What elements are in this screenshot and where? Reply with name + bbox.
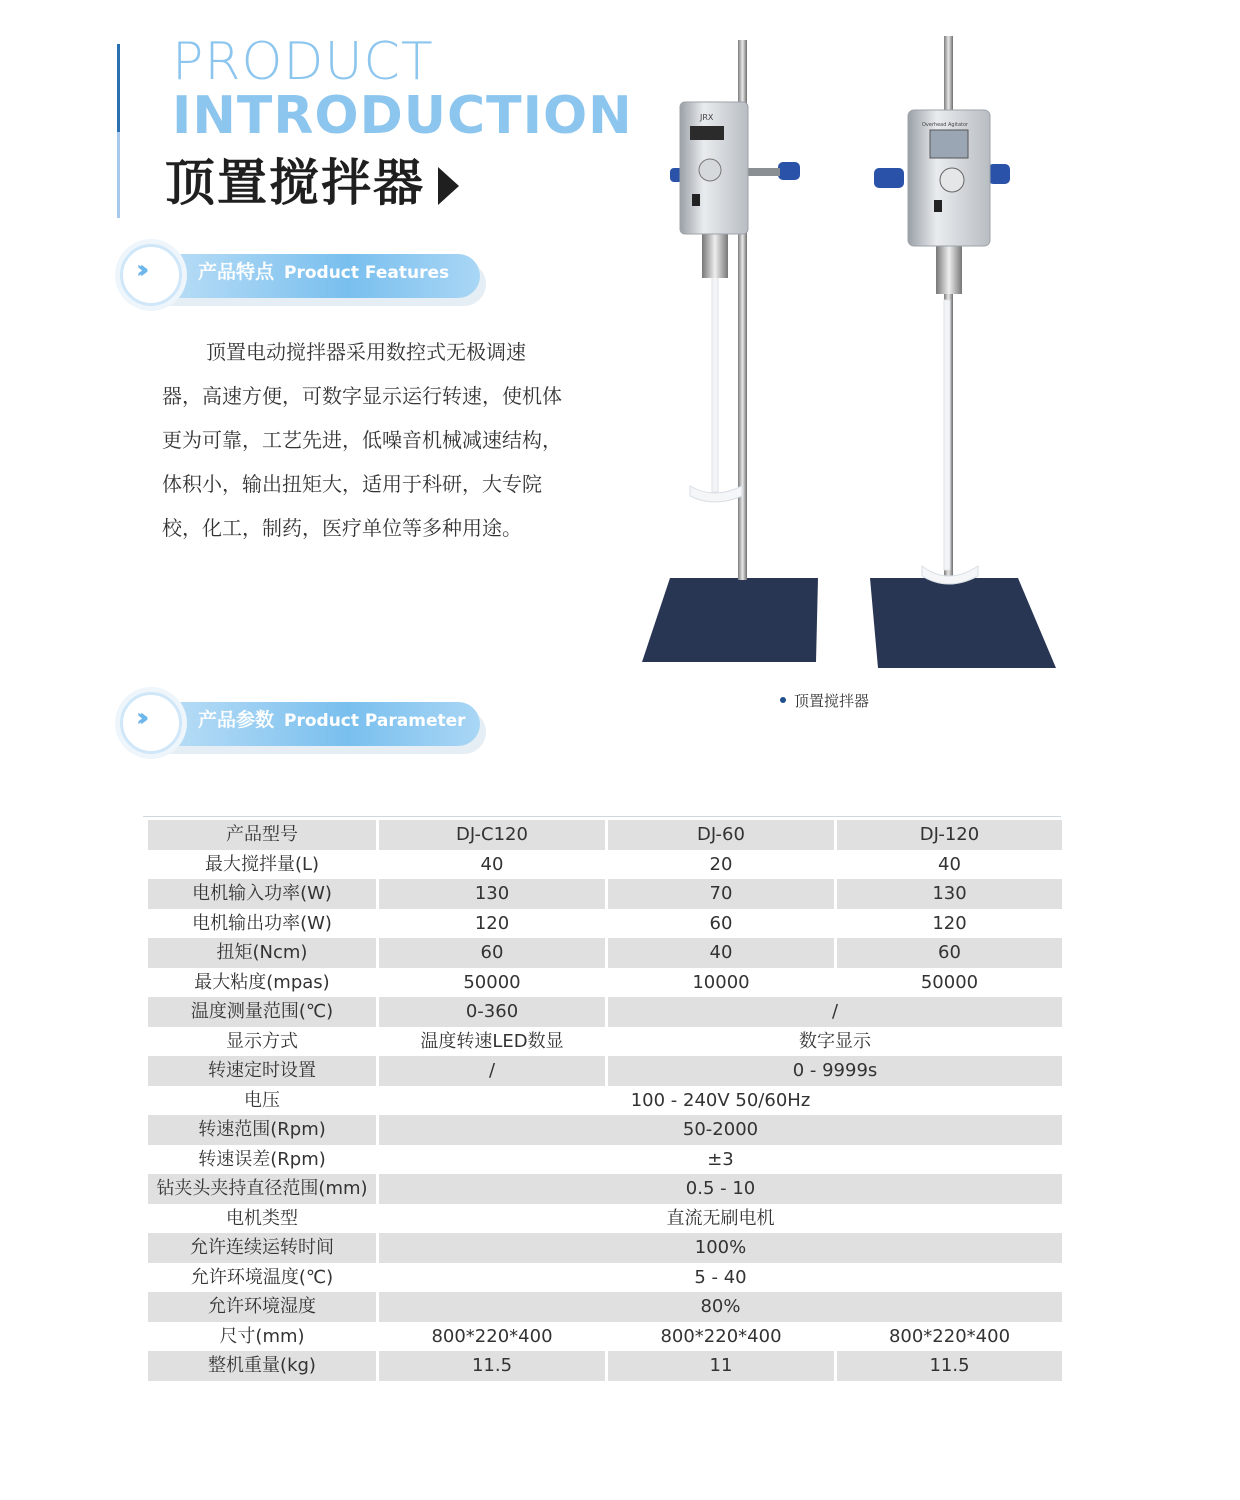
- table-cell: 70: [605, 879, 834, 909]
- table-cell: 80%: [376, 1292, 1062, 1322]
- table-row-label: 允许连续运转时间: [148, 1233, 376, 1263]
- section-label-cn: 产品参数: [198, 709, 275, 731]
- caption-text: 顶置搅拌器: [794, 692, 870, 710]
- speed-dial-left: [699, 159, 721, 181]
- table-cell: 温度转速LED数显: [376, 1027, 605, 1057]
- table-cell: 11.5: [376, 1351, 605, 1381]
- table-row: [148, 909, 1062, 939]
- bullet-dot-icon: [780, 697, 786, 703]
- table-cell: 800*220*400: [376, 1322, 605, 1352]
- brand-label-left: JRX: [700, 113, 714, 122]
- table-cell: /: [376, 1056, 605, 1086]
- stirrer-right: [870, 36, 1056, 668]
- pill-circle: [120, 244, 182, 306]
- table-cell: 50000: [834, 968, 1062, 998]
- table-row: [148, 1145, 1062, 1175]
- table-row-label: 转速范围(Rpm): [148, 1115, 376, 1145]
- table-row: [148, 1027, 1062, 1057]
- table-row-label: 最大搅拌量(L): [148, 850, 376, 880]
- table-cell: 130: [376, 879, 605, 909]
- stir-shaft-right: [944, 300, 950, 570]
- table-row: [148, 1115, 1062, 1145]
- pill-circle: [120, 692, 182, 754]
- table-row: [148, 1056, 1062, 1086]
- table-header-model: DJ-120: [834, 820, 1062, 850]
- table-cell: 60: [376, 938, 605, 968]
- product-photo: [630, 30, 1070, 680]
- power-switch-left: [692, 194, 700, 206]
- parameter-table: [148, 820, 1062, 1381]
- section-label-cn: 产品特点: [198, 261, 275, 283]
- base-plate-left: [642, 578, 818, 662]
- table-header-model: DJ-C120: [376, 820, 605, 850]
- section-label-en: Product Features: [284, 263, 450, 283]
- table-row-label: 显示方式: [148, 1027, 376, 1057]
- knob-left-b: [778, 162, 800, 180]
- table-cell: 10000: [605, 968, 834, 998]
- table-cell: 100 - 240V 50/60Hz: [376, 1086, 1062, 1116]
- section-label-en: Product Parameter: [284, 711, 466, 731]
- display-left: [690, 126, 724, 140]
- table-header-row: [148, 820, 1062, 850]
- table-header-label: 产品型号: [148, 820, 376, 850]
- table-row-label: 电机输出功率(W): [148, 909, 376, 939]
- table-row-label: 允许环境湿度: [148, 1292, 376, 1322]
- title-en-line2: INTRODUCTION: [172, 86, 633, 146]
- table-row-label: 温度测量范围(℃): [148, 997, 376, 1027]
- display-right: [930, 130, 968, 158]
- table-cell: 60: [605, 909, 834, 939]
- table-row-label: 钻夹头夹持直径范围(mm): [148, 1174, 376, 1204]
- table-row: [148, 1322, 1062, 1352]
- table-row-label: 整机重量(kg): [148, 1351, 376, 1381]
- table-row-label: 电机输入功率(W): [148, 879, 376, 909]
- title-en-line1: PRODUCT: [172, 32, 434, 92]
- speed-dial-right: [940, 168, 964, 192]
- table-cell: 50-2000: [376, 1115, 1062, 1145]
- table-cell: 60: [834, 938, 1062, 968]
- section-label: [198, 711, 466, 730]
- table-cell: 20: [605, 850, 834, 880]
- table-row: [148, 1233, 1062, 1263]
- section-header-parameters: [120, 698, 486, 754]
- table-row-label: 电机类型: [148, 1204, 376, 1234]
- table-cell: 40: [834, 850, 1062, 880]
- chuck-left: [702, 230, 728, 278]
- table-cell: 800*220*400: [605, 1322, 834, 1352]
- table-cell: 数字显示: [605, 1027, 1062, 1057]
- table-row-label: 扭矩(Ncm): [148, 938, 376, 968]
- clamp-left: [748, 168, 780, 176]
- table-cell: 0.5 - 10: [376, 1174, 1062, 1204]
- section-label: [198, 263, 449, 282]
- table-row: [148, 1204, 1062, 1234]
- table-row: [148, 1086, 1062, 1116]
- double-chevron-right-icon: ››: [136, 255, 142, 285]
- table-row: [148, 850, 1062, 880]
- table-cell: ±3: [376, 1145, 1062, 1175]
- table-row: [148, 1263, 1062, 1293]
- table-row: [148, 997, 1062, 1027]
- stirrer-left: [642, 40, 818, 662]
- parameter-table-body: [148, 820, 1062, 1381]
- table-cell: 100%: [376, 1233, 1062, 1263]
- table-row-label: 尺寸(mm): [148, 1322, 376, 1352]
- table-row: [148, 1174, 1062, 1204]
- table-cell: 5 - 40: [376, 1263, 1062, 1293]
- section-header-features: [120, 250, 486, 306]
- table-cell: /: [605, 997, 1062, 1027]
- table-row: [148, 879, 1062, 909]
- table-row-label: 转速定时设置: [148, 1056, 376, 1086]
- product-description: [162, 330, 562, 550]
- chuck-right: [936, 246, 962, 294]
- table-cell: 直流无刷电机: [376, 1204, 1062, 1234]
- title-triangle-icon: [438, 167, 459, 205]
- knob-right-a: [874, 168, 904, 188]
- table-cell: 0-360: [376, 997, 605, 1027]
- table-cell: 120: [376, 909, 605, 939]
- table-cell: 120: [834, 909, 1062, 939]
- table-row-label: 电压: [148, 1086, 376, 1116]
- table-row: [148, 1292, 1062, 1322]
- table-row: [148, 1351, 1062, 1381]
- table-cell: 40: [376, 850, 605, 880]
- table-cell: 11.5: [834, 1351, 1062, 1381]
- device-label-right: Overhead Agitator: [922, 122, 969, 128]
- table-cell: 130: [834, 879, 1062, 909]
- table-cell: 11: [605, 1351, 834, 1381]
- knob-right-b: [988, 164, 1010, 184]
- table-row: [148, 938, 1062, 968]
- table-top-line: [143, 816, 1061, 817]
- double-chevron-right-icon: ››: [136, 703, 142, 733]
- power-switch-right: [934, 200, 942, 212]
- table-cell: 0 - 9999s: [605, 1056, 1062, 1086]
- stir-shaft-left: [712, 272, 718, 492]
- table-row-label: 允许环境温度(℃): [148, 1263, 376, 1293]
- table-row-label: 最大粘度(mpas): [148, 968, 376, 998]
- table-header-model: DJ-60: [605, 820, 834, 850]
- table-row: [148, 968, 1062, 998]
- table-cell: 50000: [376, 968, 605, 998]
- image-caption: [780, 690, 869, 711]
- page-title: 顶置搅拌器: [165, 154, 425, 212]
- table-cell: 40: [605, 938, 834, 968]
- base-plate-right: [870, 578, 1056, 668]
- table-row-label: 转速误差(Rpm): [148, 1145, 376, 1175]
- title-accent-line-light: [117, 132, 120, 218]
- description-text: 顶置电动搅拌器采用数控式无极调速器，高速方便，可数字显示运行转速，使机体更为可靠，工艺先进，低噪音机械减速结构，体积小，输出扭矩大，适用于科研，大专院校，化工，制药，医疗单位等多种用途。: [162, 340, 562, 540]
- table-cell: 800*220*400: [834, 1322, 1062, 1352]
